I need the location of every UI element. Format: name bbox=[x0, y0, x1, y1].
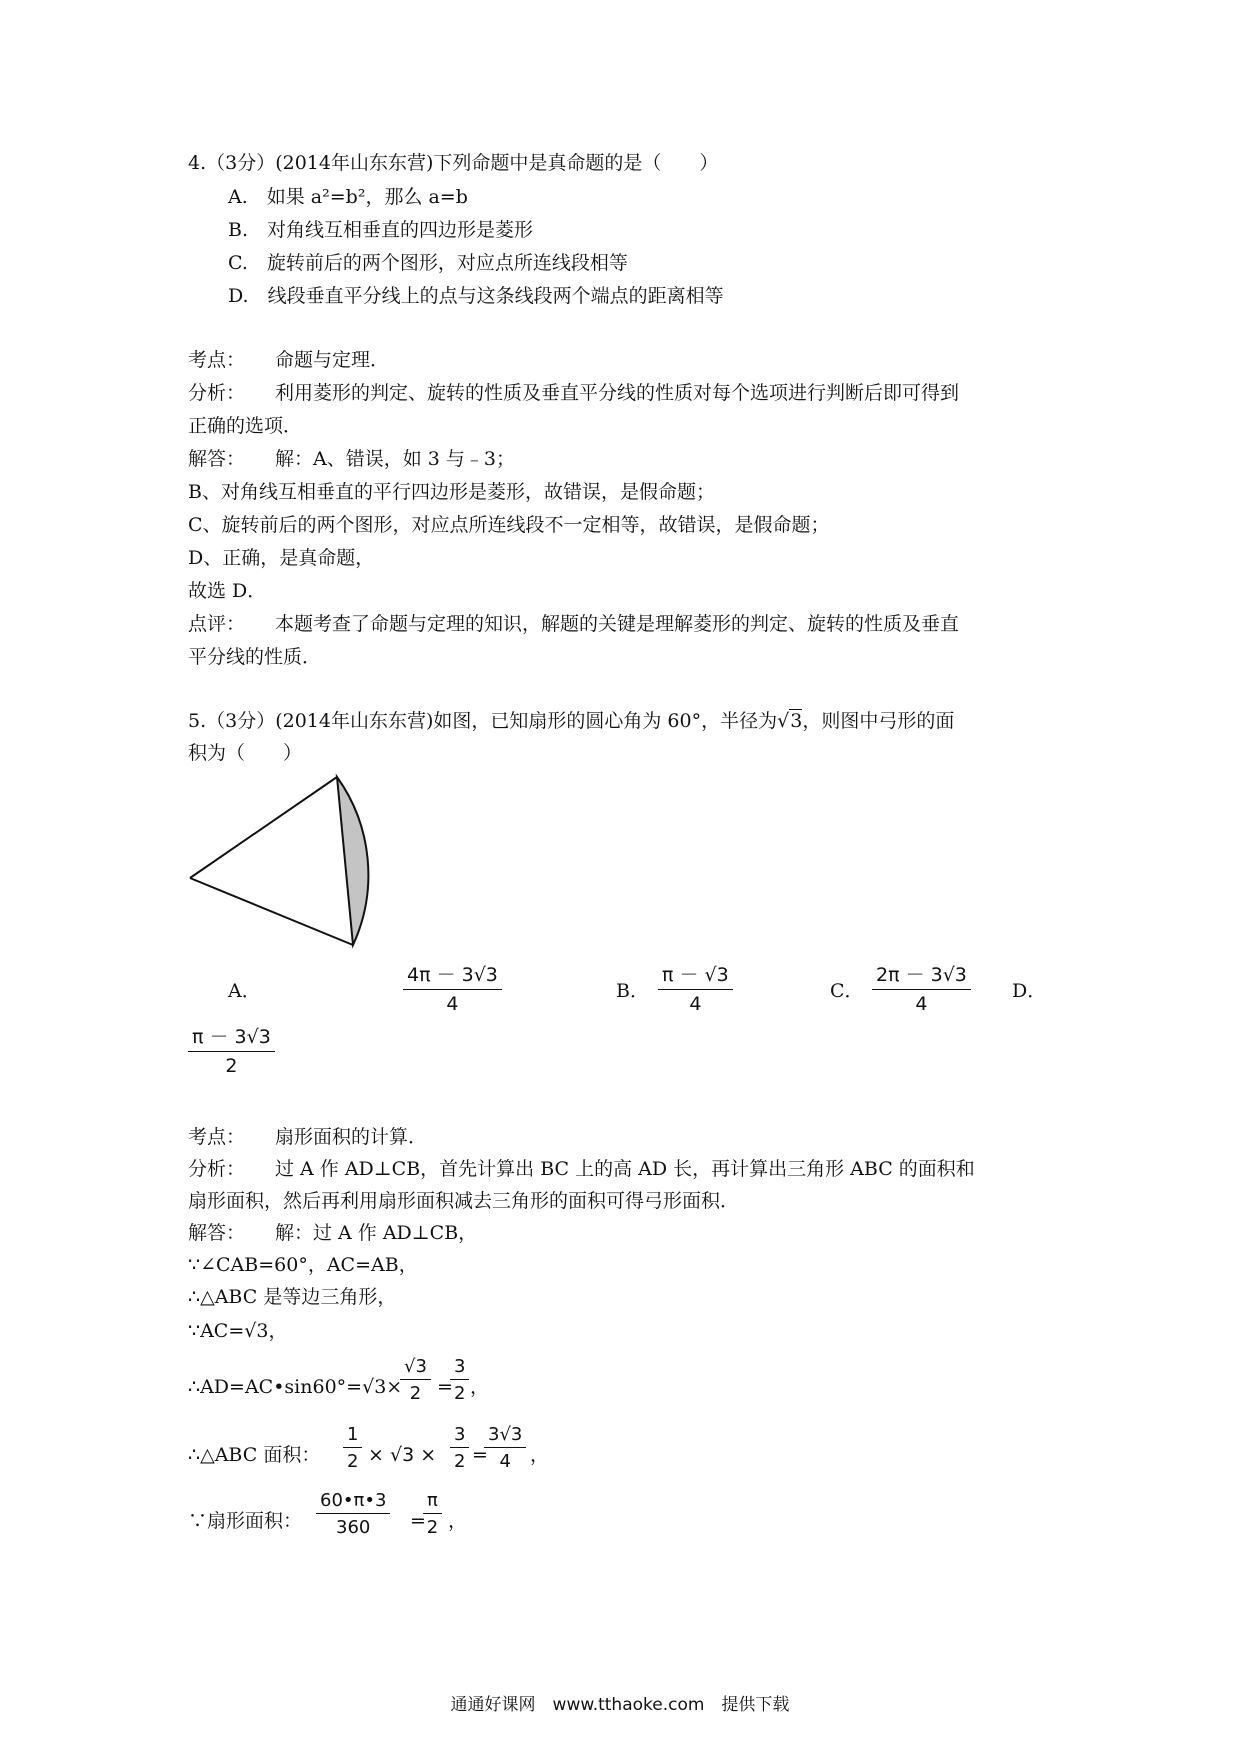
q5-step-4-text: ∴AD=AC•sin60°=√3× bbox=[188, 1376, 403, 1398]
q5-jieda-line1: 解：过 A 作 AD⊥CB， bbox=[275, 1222, 478, 1244]
sector-figure bbox=[180, 770, 390, 960]
q5-stem-line1 bbox=[188, 712, 954, 731]
q5-step-5-eq: = bbox=[472, 1444, 488, 1466]
fraction-denominator: 2 bbox=[426, 1517, 439, 1538]
q4-jieda-line4: D、正确，是真命题， bbox=[188, 547, 375, 569]
q5-option-a-label: A． bbox=[228, 980, 261, 1002]
fraction-numerator: 3√3 bbox=[484, 1424, 526, 1448]
q4-dianping-label: 点评： bbox=[188, 613, 246, 635]
fraction-denominator: 4 bbox=[499, 1451, 511, 1472]
q5-step-4-end: ， bbox=[470, 1376, 490, 1398]
q5-stem-text: 5.（3分）(2014年山东东营)如图，已知扇形的圆心角为 60°，半径为 bbox=[188, 710, 778, 732]
q5-stem-text-end: ，则图中弓形的面 bbox=[802, 710, 955, 732]
fraction-denominator: 2 bbox=[347, 1451, 359, 1472]
fraction-denominator: 4 bbox=[689, 993, 702, 1015]
fraction-denominator: 2 bbox=[409, 1383, 422, 1404]
q4-dianping-line1: 本题考查了命题与定理的知识，解题的关键是理解菱形的判定、旋转的性质及垂直 bbox=[275, 613, 960, 635]
q5-option-c-fraction bbox=[872, 960, 971, 1015]
fraction-numerator: √3 bbox=[400, 1356, 431, 1380]
segment-shaded bbox=[337, 777, 368, 945]
q5-step-5-end: ， bbox=[530, 1444, 550, 1466]
q5-step-4-frac1 bbox=[400, 1356, 431, 1404]
q4-fenxi-line1: 利用菱形的判定、旋转的性质及垂直平分线的性质对每个选项进行判断后即可得到 bbox=[275, 382, 960, 404]
fraction-numerator: π bbox=[423, 1490, 442, 1514]
fraction-denominator: 2 bbox=[454, 1451, 466, 1472]
radius-lower bbox=[190, 878, 353, 945]
q4-option-b: B. 对角线互相垂直的四边形是菱形 bbox=[228, 219, 534, 241]
q5-stem-sqrt: 3 bbox=[790, 710, 803, 732]
q4-jieda-label: 解答： bbox=[188, 448, 246, 470]
q4-jieda-line5: 故选 D． bbox=[188, 580, 267, 602]
q4-dianping-line2: 平分线的性质． bbox=[188, 646, 322, 668]
fraction-numerator: π － 3√3 bbox=[188, 1022, 275, 1052]
q5-option-d-label: D． bbox=[1012, 980, 1047, 1002]
q5-option-b-fraction bbox=[658, 960, 733, 1015]
fraction-numerator: π － √3 bbox=[658, 960, 733, 990]
q5-step-5-frac1 bbox=[343, 1424, 362, 1472]
q5-fenxi-label: 分析： bbox=[188, 1158, 246, 1180]
fraction-denominator: 4 bbox=[446, 993, 459, 1015]
q4-option-d: D. 线段垂直平分线上的点与这条线段两个端点的距离相等 bbox=[228, 285, 724, 307]
q4-jieda-line1: 解：A、错误，如 3 与﹣3； bbox=[275, 448, 515, 470]
fraction-denominator: 2 bbox=[454, 1383, 466, 1404]
q5-step-5-text: ∴△ABC 面积： bbox=[188, 1444, 321, 1466]
q4-jieda-line2: B、对角线互相垂直的平行四边形是菱形，故错误，是假命题； bbox=[188, 481, 715, 503]
q5-step-4-frac2 bbox=[450, 1356, 469, 1404]
q4-fenxi-label: 分析： bbox=[188, 382, 246, 404]
q5-jieda-label: 解答： bbox=[188, 1222, 246, 1244]
q4-fenxi-line2: 正确的选项． bbox=[188, 415, 303, 437]
q5-option-c-label: C． bbox=[830, 980, 864, 1002]
q4-kaodian: 命题与定理． bbox=[275, 349, 390, 371]
q4-jieda-line3: C、旋转前后的两个图形，对应点所连线段不一定相等，故错误，是假命题； bbox=[188, 514, 830, 536]
q5-step-6-frac1 bbox=[316, 1490, 390, 1538]
q5-kaodian: 扇形面积的计算． bbox=[275, 1126, 428, 1148]
q5-step-5-frac3 bbox=[484, 1424, 526, 1472]
q5-fenxi-line1: 过 A 作 AD⊥CB，首先计算出 BC 上的高 AD 长，再计算出三角形 ABC 的面积和 bbox=[275, 1158, 975, 1180]
radius-upper bbox=[190, 777, 337, 878]
fraction-denominator: 360 bbox=[336, 1517, 371, 1538]
q5-option-d-fraction bbox=[188, 1022, 275, 1077]
q4-option-c: C. 旋转前后的两个图形，对应点所连线段相等 bbox=[228, 252, 628, 274]
fraction-denominator: 4 bbox=[915, 993, 928, 1015]
q5-step-6-frac2 bbox=[423, 1490, 442, 1538]
q4-kaodian-label: 考点： bbox=[188, 349, 246, 371]
q5-step-4-eq: = bbox=[437, 1376, 453, 1398]
page-footer: 通通好课网 www.tthaoke.com 提供下载 bbox=[450, 1695, 790, 1715]
q5-option-a-fraction bbox=[403, 960, 502, 1015]
fraction-numerator: 3 bbox=[450, 1424, 469, 1448]
q5-fenxi-line2: 扇形面积，然后再利用扇形面积减去三角形的面积可得弓形面积． bbox=[188, 1190, 740, 1212]
q5-stem-line2: 积为（ ） bbox=[188, 742, 303, 764]
q5-step-2: ∴△ABC 是等边三角形， bbox=[188, 1286, 397, 1308]
q5-step-6-eq: = bbox=[410, 1510, 426, 1532]
fraction-denominator: 2 bbox=[225, 1055, 238, 1077]
fraction-numerator: 2π － 3√3 bbox=[872, 960, 971, 990]
q4-stem: 4.（3分）(2014年山东东营)下列命题中是真命题的是（ ） bbox=[188, 152, 719, 174]
q4-option-a: A. 如果 a²=b²，那么 a=b bbox=[228, 186, 468, 208]
q5-step-6-end: ， bbox=[448, 1510, 468, 1532]
q5-step-1: ∵∠CAB=60°，AC=AB， bbox=[188, 1254, 418, 1276]
q5-step-6-text: ∵扇形面积： bbox=[188, 1510, 303, 1532]
q5-option-b-label: B． bbox=[616, 980, 649, 1002]
q5-step-3: ∵AC=√3， bbox=[188, 1320, 288, 1342]
q5-step-5-mid: × √3 × bbox=[368, 1444, 437, 1466]
q5-step-5-frac2 bbox=[450, 1424, 469, 1472]
fraction-numerator: 4π － 3√3 bbox=[403, 960, 502, 990]
fraction-numerator: 3 bbox=[450, 1356, 469, 1380]
fraction-numerator: 1 bbox=[343, 1424, 362, 1448]
q5-kaodian-label: 考点： bbox=[188, 1126, 246, 1148]
fraction-numerator: 60•π•3 bbox=[316, 1490, 390, 1514]
sqrt-sign: √ bbox=[777, 710, 790, 732]
